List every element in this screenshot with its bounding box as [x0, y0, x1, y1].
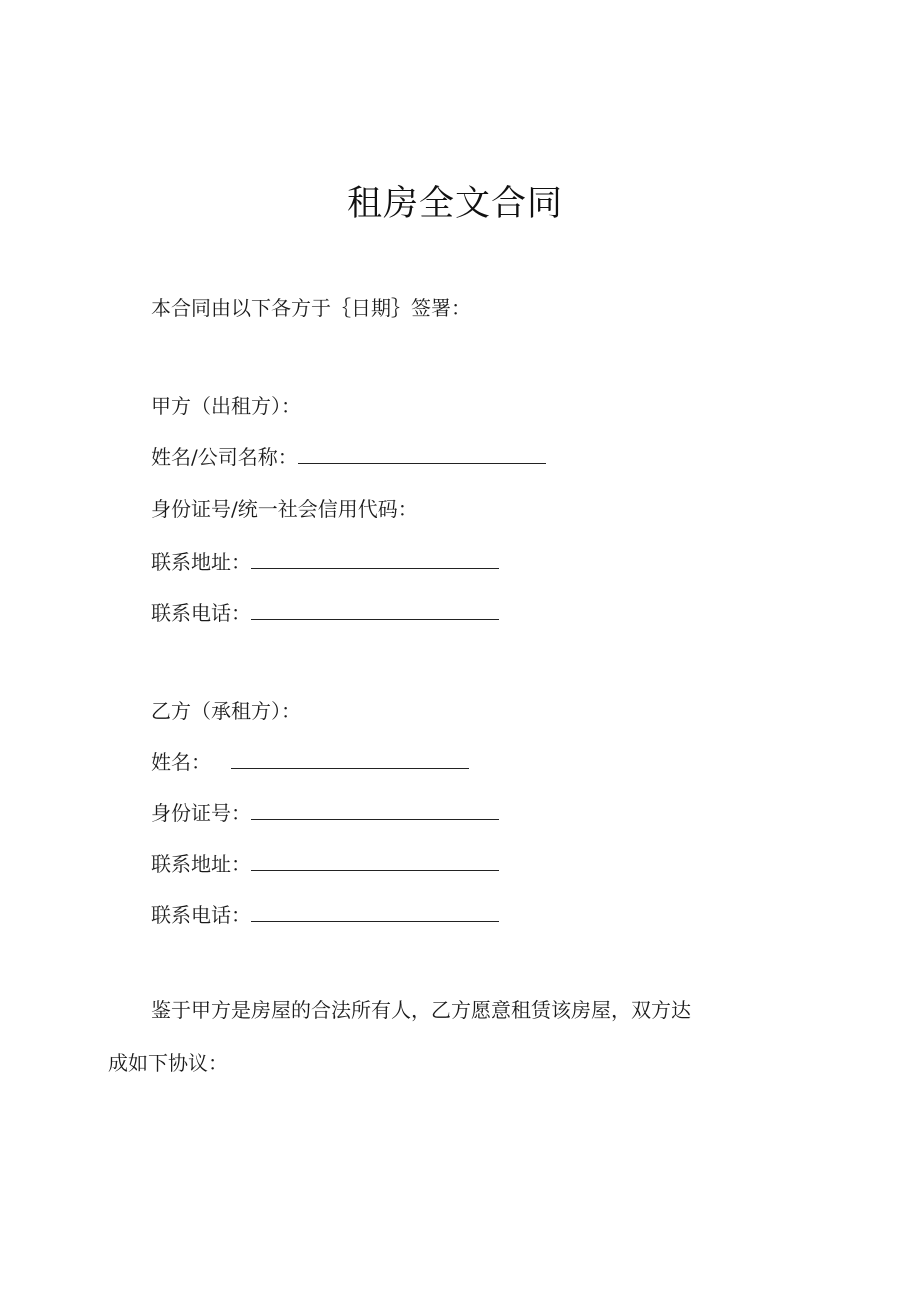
party-b-phone-blank — [251, 903, 499, 922]
party-a-heading: 甲方（出租方）： — [151, 394, 301, 418]
party-b-address-label: 联系地址： — [151, 852, 251, 876]
party-a-phone-blank — [251, 601, 499, 620]
party-a-phone-label: 联系电话： — [151, 601, 251, 625]
party-b-name-label: 姓名： — [151, 750, 211, 774]
party-b-name-row — [151, 748, 469, 776]
party-b-name-blank — [231, 750, 469, 769]
intro-line: 本合同由以下各方于｛日期｝签署： — [151, 296, 471, 320]
party-b-address-row — [151, 850, 499, 878]
party-a-id-row — [151, 495, 418, 523]
party-a-address-label: 联系地址： — [151, 550, 251, 574]
party-a-name-row — [151, 443, 546, 471]
document-title: 租房全文合同 — [346, 184, 563, 224]
party-b-phone-label: 联系电话： — [151, 903, 251, 927]
recital-line-2: 成如下协议： — [108, 1051, 228, 1075]
party-a-address-row — [151, 548, 499, 576]
party-b-address-blank — [251, 852, 499, 871]
party-a-id-label: 身份证号/统一社会信用代码： — [151, 497, 418, 521]
party-a-address-blank — [251, 550, 499, 569]
party-b-id-row — [151, 799, 499, 827]
party-a-name-blank — [298, 445, 546, 464]
party-b-phone-row — [151, 901, 499, 929]
party-b-heading: 乙方（承租方）： — [151, 699, 301, 723]
recital-line-1: 鉴于甲方是房屋的合法所有人，乙方愿意租赁该房屋，双方达 — [151, 998, 691, 1022]
party-b-id-blank — [251, 801, 499, 820]
party-a-name-label: 姓名/公司名称： — [151, 445, 298, 469]
party-b-id-label: 身份证号： — [151, 801, 251, 825]
party-a-phone-row — [151, 599, 499, 627]
